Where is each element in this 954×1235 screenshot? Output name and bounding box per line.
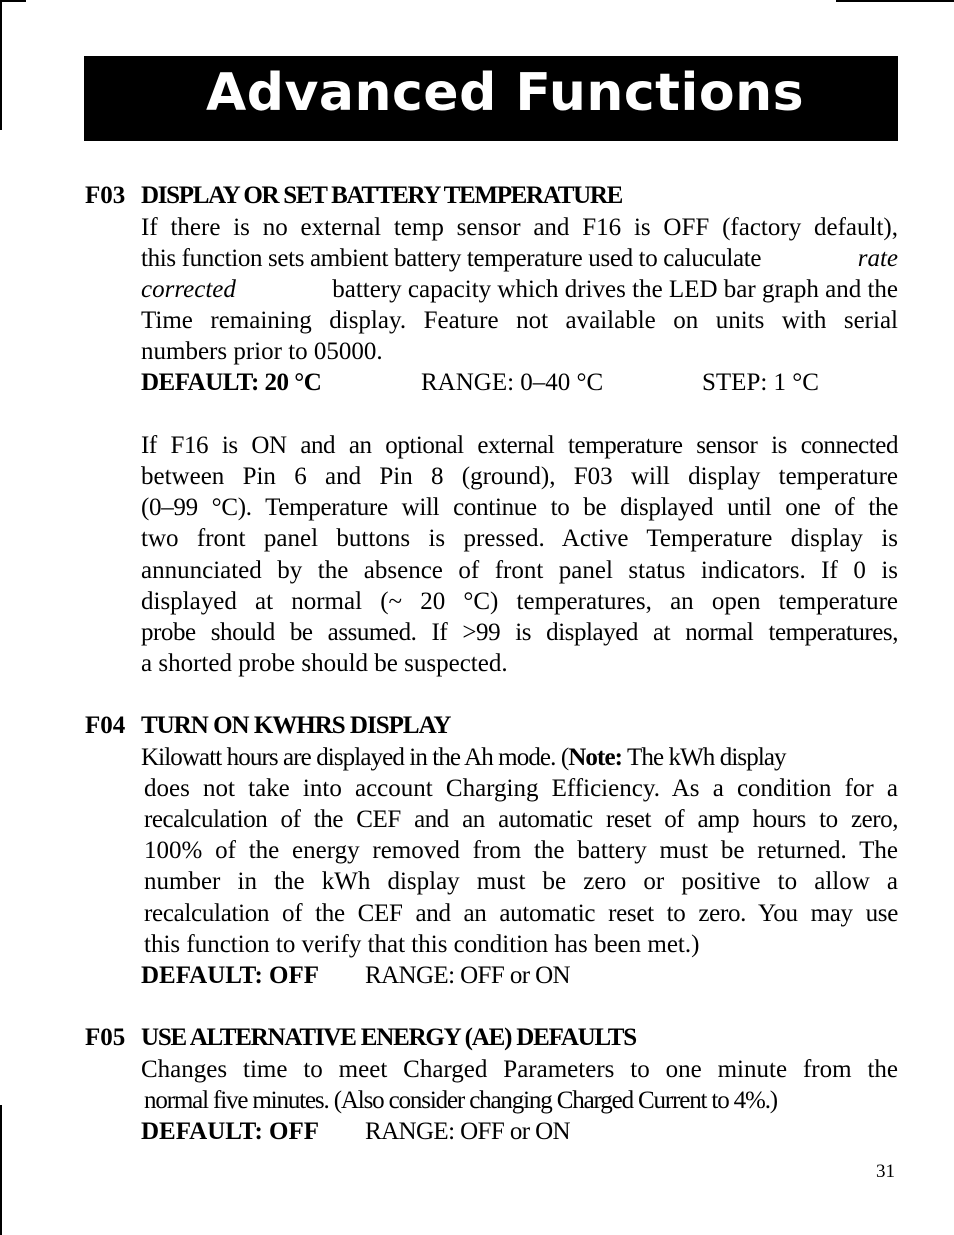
f04-text-line: recalculation of the CEF and an automatic reset of amp hours to zero, [144, 806, 898, 833]
f03-step: STEP: 1 °C [702, 369, 819, 396]
f03-text-line: (0–99 °C). Temperature will continue to be displayed until one of the [141, 494, 898, 521]
f04-text-line: this function to verify that this condition has been met.) [144, 931, 700, 958]
f04-text-line: 100% of the energy removed from the battery must be returned. The [144, 837, 898, 864]
page-title: Advanced Functions [206, 63, 805, 123]
f03-text-line [141, 243, 898, 274]
f03-text-line: displayed at normal (~ 20 °C) temperatures, an open temperature [141, 588, 898, 615]
f05-text-line: normal five minutes. (Also consider changing Charged Current to 4%.) [144, 1087, 777, 1114]
section-heading-f05: USE ALTERNATIVE ENERGY (AE) DEFAULTS [141, 1024, 636, 1051]
f03-range: RANGE: 0–40 °C [421, 369, 604, 396]
f05-range: RANGE: OFF or ON [365, 1118, 570, 1145]
f03-italic-corrected: corrected [141, 276, 236, 303]
f03-text-line: annunciated by the absence of front panel status indicators. If 0 is [141, 557, 898, 584]
f04-note-label: Note: [568, 744, 623, 771]
f03-text-line: two front panel buttons is pressed. Active Temperature display is [141, 525, 898, 552]
crop-mark-top-right [836, 0, 954, 2]
page-number: 31 [876, 1161, 895, 1182]
f03-text-line: If there is no external temp sensor and F16 is OFF (factory default), [141, 214, 898, 241]
title-banner [84, 56, 898, 141]
f03-text-line: Time remaining display. Feature not available on units with serial [141, 307, 898, 334]
f03-text-line: probe should be assumed. If >99 is displayed at normal temperatures, [141, 619, 898, 646]
crop-mark-top-left-h [0, 0, 26, 2]
section-heading-f03: DISPLAY OR SET BATTERY TEMPERATURE [141, 182, 622, 209]
f04-text-line: recalculation of the CEF and an automatic reset to zero. You may use [144, 900, 898, 927]
crop-mark-bottom-left [0, 1105, 2, 1235]
f04-text-span: Kilowatt hours are displayed in the Ah mode. ( [141, 744, 569, 771]
f03-text-line: If F16 is ON and an optional external temperature sensor is connected [141, 432, 898, 459]
f04-default: DEFAULT: OFF [141, 962, 320, 989]
f05-text-line: Changes time to meet Charged Parameters to one minute from the [141, 1056, 898, 1083]
crop-mark-top-left [0, 0, 2, 130]
f04-text-line [141, 742, 898, 773]
f03-text-line: between Pin 6 and Pin 8 (ground), F03 will display temperature [141, 463, 898, 490]
f03-italic-rate: rate [857, 245, 898, 272]
f03-text-line: numbers prior to 05000. [141, 338, 383, 365]
f03-text-line: a shorted probe should be suspected. [141, 650, 508, 677]
section-code-f03: F03 [85, 182, 126, 209]
f03-text-line [141, 274, 898, 305]
section-code-f04: F04 [85, 712, 126, 739]
f04-text-line: number in the kWh display must be zero or positive to allow a [144, 868, 898, 895]
f03-text-span: battery capacity which drives the LED bar graph and the [332, 276, 898, 303]
f04-range: RANGE: OFF or ON [365, 962, 570, 989]
section-code-f05: F05 [85, 1024, 126, 1051]
section-heading-f04: TURN ON KWHRS DISPLAY [141, 712, 451, 739]
f03-text-span: this function sets ambient battery temperature used to caluculate [141, 245, 762, 272]
f04-text-span: The kWh display [622, 744, 786, 771]
f04-text-line: does not take into account Charging Efficiency. As a condition for a [144, 775, 898, 802]
f05-default: DEFAULT: OFF [141, 1118, 320, 1145]
f03-default: DEFAULT: 20 °C [141, 369, 322, 396]
